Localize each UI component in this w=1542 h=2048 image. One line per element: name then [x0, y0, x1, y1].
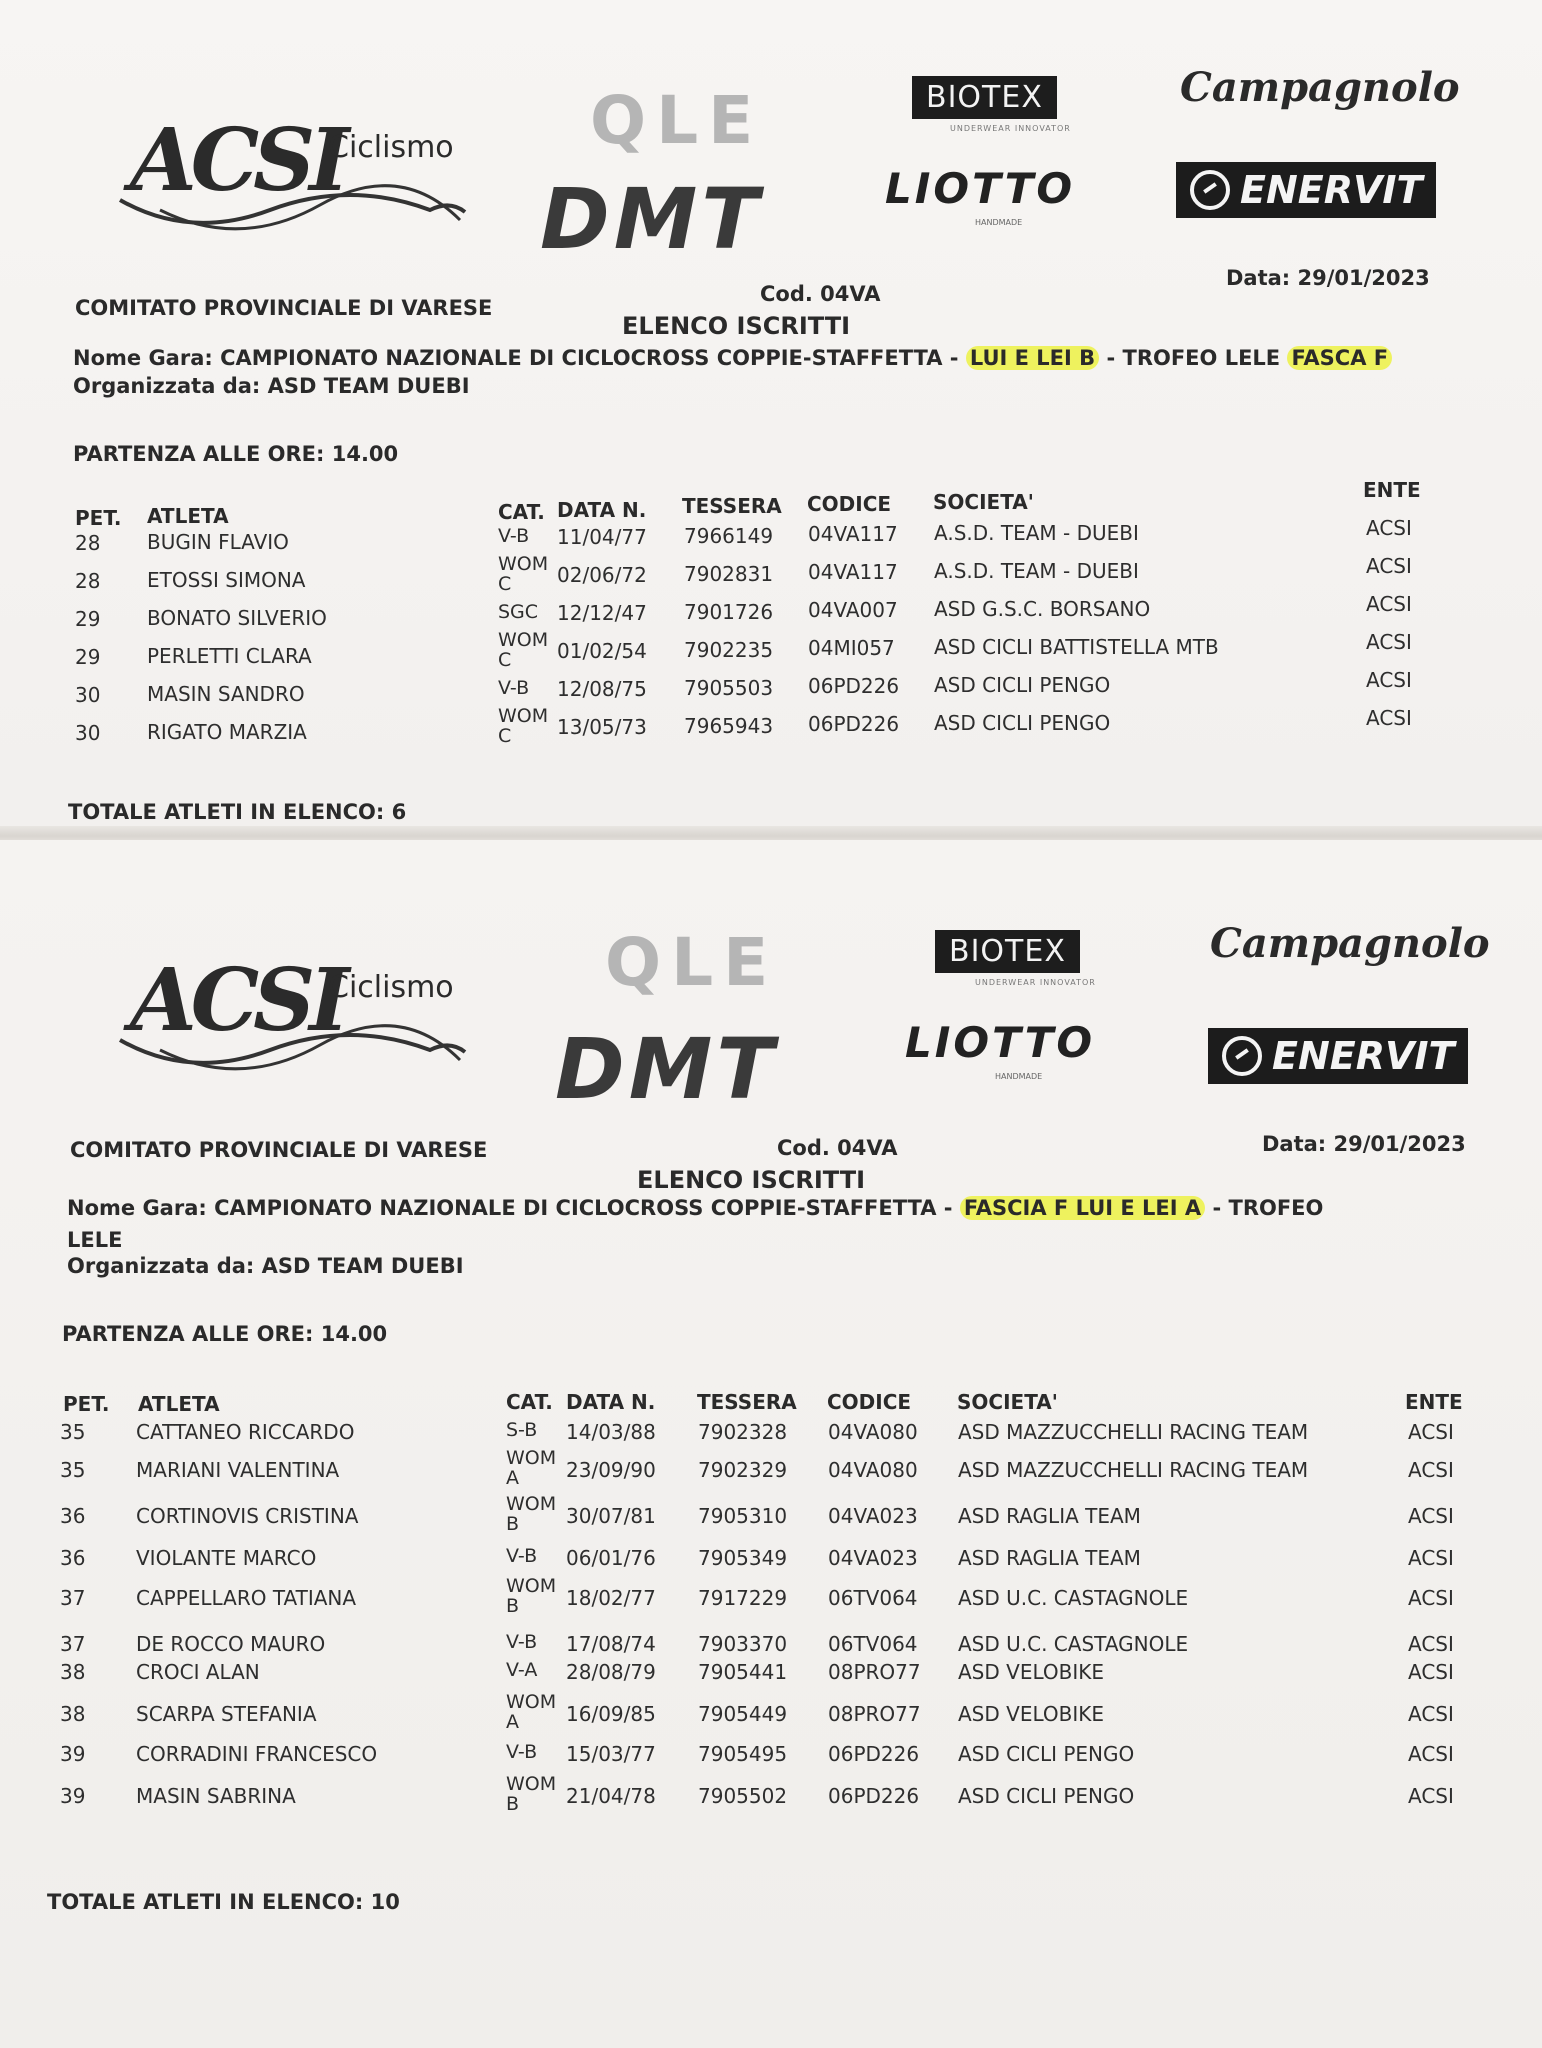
- entry-list-sheet-lui-e-lei-b: [0, 0, 1542, 830]
- cell-societa: ASD CICLI PENGO: [934, 673, 1111, 697]
- col-header-pet: PET.: [63, 1392, 110, 1416]
- cell-societa: A.S.D. TEAM - DUEBI: [934, 521, 1139, 545]
- cell-codice: 04VA023: [828, 1546, 918, 1570]
- category-line-1: WOM: [506, 1575, 557, 1597]
- cell-atleta: MARIANI VALENTINA: [136, 1458, 340, 1482]
- col-header-data: DATA N.: [557, 498, 647, 522]
- col-header-pet: PET.: [75, 506, 122, 530]
- cell-tessera: 7902329: [698, 1458, 788, 1482]
- category-line-2: C: [498, 649, 512, 671]
- cell-ente: ACSI: [1408, 1702, 1454, 1726]
- col-header-codice: CODICE: [807, 492, 892, 516]
- cell-atleta: MASIN SANDRO: [147, 682, 305, 706]
- category-line-2: A: [506, 1467, 519, 1489]
- cell-codice: 04VA117: [808, 560, 898, 584]
- cell-atleta: BUGIN FLAVIO: [147, 530, 289, 554]
- cell-data: 17/08/74: [566, 1632, 656, 1656]
- cell-tessera: 7903370: [698, 1632, 788, 1656]
- cell-pet: 30: [75, 721, 101, 745]
- category-line-1: WOM: [498, 705, 549, 727]
- liotto-tagline: HANDMADE: [975, 218, 1023, 227]
- category-line-1: WOM: [506, 1493, 557, 1515]
- cell-ente: ACSI: [1366, 554, 1412, 578]
- cell-atleta: CORTINOVIS CRISTINA: [136, 1504, 359, 1528]
- cell-data: 15/03/77: [566, 1742, 656, 1766]
- committee-name: COMITATO PROVINCIALE DI VARESE: [70, 1138, 488, 1162]
- cell-societa: ASD VELOBIKE: [958, 1702, 1104, 1726]
- dmt-logo: DMT: [555, 1020, 778, 1118]
- category-line-1: V-A: [506, 1659, 538, 1681]
- col-header-codice: CODICE: [827, 1390, 912, 1414]
- cell-data: 12/12/47: [557, 601, 647, 625]
- category-line-1: V-B: [506, 1741, 538, 1763]
- document-date: Data: 29/01/2023: [1262, 1132, 1466, 1156]
- category-line-2: B: [506, 1595, 520, 1617]
- biotex-tagline: UNDERWEAR INNOVATOR: [975, 978, 1096, 987]
- col-header-data: DATA N.: [566, 1390, 656, 1414]
- acsi-swoosh-icon: [100, 170, 470, 240]
- cell-data: 18/02/77: [566, 1586, 656, 1610]
- cell-cat: [506, 1742, 537, 1762]
- col-header-cat: CAT.: [506, 1390, 553, 1414]
- cell-codice: 06TV064: [828, 1632, 918, 1656]
- cell-ente: ACSI: [1408, 1420, 1454, 1444]
- cell-ente: ACSI: [1408, 1660, 1454, 1684]
- cell-codice: 06TV064: [828, 1586, 918, 1610]
- cell-tessera: 7902235: [684, 638, 774, 662]
- category-line-1: V-B: [498, 525, 530, 547]
- campagnolo-logo: Campagnolo: [1210, 920, 1490, 967]
- cell-societa: A.S.D. TEAM - DUEBI: [934, 559, 1139, 583]
- cell-tessera: 7905310: [698, 1504, 788, 1528]
- cell-cat: [498, 602, 538, 622]
- cell-pet: 39: [60, 1742, 86, 1766]
- cell-societa: ASD U.C. CASTAGNOLE: [958, 1632, 1189, 1656]
- cell-pet: 29: [75, 645, 101, 669]
- cell-societa: ASD CICLI BATTISTELLA MTB: [934, 635, 1219, 659]
- cell-data: 12/08/75: [557, 677, 647, 701]
- cell-pet: 37: [60, 1632, 86, 1656]
- category-line-1: V-B: [506, 1545, 538, 1567]
- cell-codice: 06PD226: [828, 1742, 920, 1766]
- liotto-logo: LIOTTO: [905, 1018, 1096, 1067]
- category-line-1: V-B: [506, 1631, 538, 1653]
- cell-codice: 04VA023: [828, 1504, 918, 1528]
- cell-codice: 04MI057: [808, 636, 895, 660]
- cell-cat: [506, 1692, 556, 1732]
- cell-data: 21/04/78: [566, 1784, 656, 1808]
- cell-cat: [498, 706, 548, 746]
- cell-cat: [506, 1660, 537, 1680]
- dmt-logo: DMT: [540, 170, 763, 268]
- category-line-2: B: [506, 1793, 520, 1815]
- cell-tessera: 7902831: [684, 562, 774, 586]
- cell-pet: 39: [60, 1784, 86, 1808]
- cell-pet: 37: [60, 1586, 86, 1610]
- category-line-1: S-B: [506, 1419, 538, 1441]
- category-line-2: A: [506, 1711, 519, 1733]
- start-time: PARTENZA ALLE ORE: 14.00: [73, 442, 399, 466]
- category-line-1: WOM: [506, 1691, 557, 1713]
- category-line-2: C: [498, 573, 512, 595]
- highlighted-category: LUI E LEI B: [966, 346, 1099, 370]
- category-line-1: V-B: [498, 677, 530, 699]
- cell-pet: 36: [60, 1504, 86, 1528]
- cell-pet: 29: [75, 607, 101, 631]
- cell-tessera: 7905349: [698, 1546, 788, 1570]
- cell-tessera: 7905503: [684, 676, 774, 700]
- cell-societa: ASD VELOBIKE: [958, 1660, 1104, 1684]
- cell-atleta: CORRADINI FRANCESCO: [136, 1742, 378, 1766]
- col-header-cat: CAT.: [498, 500, 545, 524]
- start-time: PARTENZA ALLE ORE: 14.00: [62, 1322, 388, 1346]
- ale-logo: QLE: [605, 924, 779, 1001]
- cell-cat: [506, 1632, 537, 1652]
- cell-tessera: 7905495: [698, 1742, 788, 1766]
- cell-societa: ASD RAGLIA TEAM: [958, 1546, 1141, 1570]
- col-header-tessera: TESSERA: [682, 494, 782, 518]
- cell-ente: ACSI: [1366, 706, 1412, 730]
- category-line-2: B: [506, 1513, 520, 1535]
- cell-societa: ASD RAGLIA TEAM: [958, 1504, 1141, 1528]
- cell-cat: [498, 554, 548, 594]
- highlighted-band: FASCA F: [1287, 346, 1392, 370]
- cell-cat: [498, 630, 548, 670]
- cell-tessera: 7965943: [684, 714, 774, 738]
- race-name: Nome Gara: CAMPIONATO NAZIONALE DI CICLOCROSS COPPIE-STAFFETTA - FASCIA F LUI E LEI A - TROFEO: [67, 1196, 1324, 1220]
- cell-tessera: 7966149: [684, 524, 774, 548]
- cell-atleta: CAPPELLARO TATIANA: [136, 1586, 357, 1610]
- cell-ente: ACSI: [1366, 592, 1412, 616]
- committee-code: Cod. 04VA: [760, 282, 881, 306]
- cell-pet: 38: [60, 1660, 86, 1684]
- cell-codice: 08PRO77: [828, 1660, 921, 1684]
- cell-pet: 35: [60, 1420, 86, 1444]
- cell-cat: [506, 1448, 556, 1488]
- cell-pet: 36: [60, 1546, 86, 1570]
- cell-codice: 04VA080: [828, 1458, 918, 1482]
- enervit-mark-icon: [1190, 170, 1230, 210]
- cell-data: 14/03/88: [566, 1420, 656, 1444]
- acsi-swoosh-icon: [100, 1010, 470, 1080]
- cell-ente: ACSI: [1408, 1546, 1454, 1570]
- cell-ente: ACSI: [1366, 516, 1412, 540]
- cell-societa: ASD U.C. CASTAGNOLE: [958, 1586, 1189, 1610]
- campagnolo-logo: Campagnolo: [1180, 64, 1460, 111]
- category-line-1: WOM: [506, 1773, 557, 1795]
- cell-data: 28/08/79: [566, 1660, 656, 1684]
- cell-ente: ACSI: [1408, 1632, 1454, 1656]
- page-title: ELENCO ISCRITTI: [622, 312, 850, 340]
- cell-data: 16/09/85: [566, 1702, 656, 1726]
- cell-atleta: CATTANEO RICCARDO: [136, 1420, 355, 1444]
- cell-codice: 04VA080: [828, 1420, 918, 1444]
- cell-atleta: CROCI ALAN: [136, 1660, 260, 1684]
- col-header-tessera: TESSERA: [697, 1390, 797, 1414]
- cell-data: 06/01/76: [566, 1546, 656, 1570]
- cell-atleta: VIOLANTE MARCO: [136, 1546, 317, 1570]
- cell-tessera: 7902328: [698, 1420, 788, 1444]
- cell-codice: 04VA007: [808, 598, 898, 622]
- category-line-1: WOM: [498, 629, 549, 651]
- col-header-atleta: ATLETA: [138, 1392, 220, 1416]
- cell-pet: 28: [75, 531, 101, 555]
- liotto-logo: LIOTTO: [885, 164, 1076, 213]
- document-date: Data: 29/01/2023: [1226, 266, 1430, 290]
- cell-data: 13/05/73: [557, 715, 647, 739]
- cell-atleta: RIGATO MARZIA: [147, 720, 307, 744]
- cell-data: 23/09/90: [566, 1458, 656, 1482]
- cell-tessera: 7905441: [698, 1660, 788, 1684]
- cell-cat: [506, 1420, 537, 1440]
- biotex-logo: BIOTEX: [935, 930, 1080, 973]
- cell-tessera: 7901726: [684, 600, 774, 624]
- acsi-ciclismo-logo: ACSI Ciclismo: [100, 110, 480, 240]
- race-name: Nome Gara: CAMPIONATO NAZIONALE DI CICLOCROSS COPPIE-STAFFETTA - LUI E LEI B - TROFEO LELE FASCA F: [73, 346, 1392, 370]
- cell-tessera: 7905502: [698, 1784, 788, 1808]
- col-header-societa: SOCIETA': [957, 1390, 1058, 1414]
- cell-atleta: BONATO SILVERIO: [147, 606, 327, 630]
- cell-pet: 38: [60, 1702, 86, 1726]
- biotex-tagline: UNDERWEAR INNOVATOR: [950, 124, 1071, 133]
- cell-pet: 35: [60, 1458, 86, 1482]
- cell-cat: [506, 1774, 556, 1814]
- category-line-1: WOM: [506, 1447, 557, 1469]
- cell-codice: 06PD226: [828, 1784, 920, 1808]
- total-athletes: TOTALE ATLETI IN ELENCO: 10: [47, 1890, 400, 1914]
- cell-data: 02/06/72: [557, 563, 647, 587]
- liotto-tagline: HANDMADE: [995, 1072, 1043, 1081]
- cell-cat: [498, 678, 529, 698]
- col-header-atleta: ATLETA: [147, 504, 229, 528]
- cell-societa: ASD CICLI PENGO: [958, 1784, 1135, 1808]
- cell-ente: ACSI: [1366, 668, 1412, 692]
- cell-cat: [498, 526, 529, 546]
- cell-pet: 28: [75, 569, 101, 593]
- acsi-ciclismo-logo: ACSI Ciclismo: [100, 950, 480, 1080]
- race-name-continued: LELE: [67, 1228, 123, 1252]
- enervit-logo: ENERVIT: [1208, 1028, 1468, 1084]
- cell-atleta: PERLETTI CLARA: [147, 644, 312, 668]
- cell-societa: ASD G.S.C. BORSANO: [934, 597, 1151, 621]
- cell-ente: ACSI: [1408, 1784, 1454, 1808]
- enervit-logo: ENERVIT: [1176, 162, 1436, 218]
- category-line-1: WOM: [498, 553, 549, 575]
- category-line-2: C: [498, 725, 512, 747]
- cell-atleta: DE ROCCO MAURO: [136, 1632, 326, 1656]
- cell-atleta: ETOSSI SIMONA: [147, 568, 306, 592]
- cell-cat: [506, 1546, 537, 1566]
- cell-ente: ACSI: [1408, 1742, 1454, 1766]
- cell-tessera: 7917229: [698, 1586, 788, 1610]
- cell-codice: 04VA117: [808, 522, 898, 546]
- cell-cat: [506, 1576, 556, 1616]
- total-athletes: TOTALE ATLETI IN ELENCO: 6: [68, 800, 407, 824]
- category-line-1: SGC: [498, 601, 539, 623]
- page-title: ELENCO ISCRITTI: [637, 1166, 865, 1194]
- cell-cat: [506, 1494, 556, 1534]
- cell-atleta: MASIN SABRINA: [136, 1784, 296, 1808]
- cell-societa: ASD CICLI PENGO: [934, 711, 1111, 735]
- cell-societa: ASD MAZZUCCHELLI RACING TEAM: [958, 1458, 1309, 1482]
- biotex-logo: BIOTEX: [912, 76, 1057, 119]
- highlighted-category: FASCIA F LUI E LEI A: [960, 1196, 1205, 1220]
- cell-atleta: SCARPA STEFANIA: [136, 1702, 317, 1726]
- cell-codice: 06PD226: [808, 674, 900, 698]
- col-header-ente: ENTE: [1363, 478, 1421, 502]
- cell-societa: ASD CICLI PENGO: [958, 1742, 1135, 1766]
- cell-data: 11/04/77: [557, 525, 647, 549]
- cell-codice: 08PRO77: [828, 1702, 921, 1726]
- entry-list-sheet-lui-e-lei-a: [0, 840, 1542, 2048]
- organizer: Organizzata da: ASD TEAM DUEBI: [67, 1254, 464, 1278]
- committee-code: Cod. 04VA: [777, 1136, 898, 1160]
- ale-logo: QLE: [590, 82, 764, 159]
- cell-tessera: 7905449: [698, 1702, 788, 1726]
- cell-societa: ASD MAZZUCCHELLI RACING TEAM: [958, 1420, 1309, 1444]
- cell-data: 01/02/54: [557, 639, 647, 663]
- cell-ente: ACSI: [1408, 1504, 1454, 1528]
- cell-ente: ACSI: [1408, 1586, 1454, 1610]
- enervit-mark-icon: [1222, 1036, 1262, 1076]
- cell-ente: ACSI: [1408, 1458, 1454, 1482]
- col-header-societa: SOCIETA': [933, 490, 1034, 514]
- cell-codice: 06PD226: [808, 712, 900, 736]
- cell-ente: ACSI: [1366, 630, 1412, 654]
- organizer: Organizzata da: ASD TEAM DUEBI: [73, 374, 470, 398]
- cell-data: 30/07/81: [566, 1504, 656, 1528]
- cell-pet: 30: [75, 683, 101, 707]
- col-header-ente: ENTE: [1405, 1390, 1463, 1414]
- committee-name: COMITATO PROVINCIALE DI VARESE: [75, 296, 493, 320]
